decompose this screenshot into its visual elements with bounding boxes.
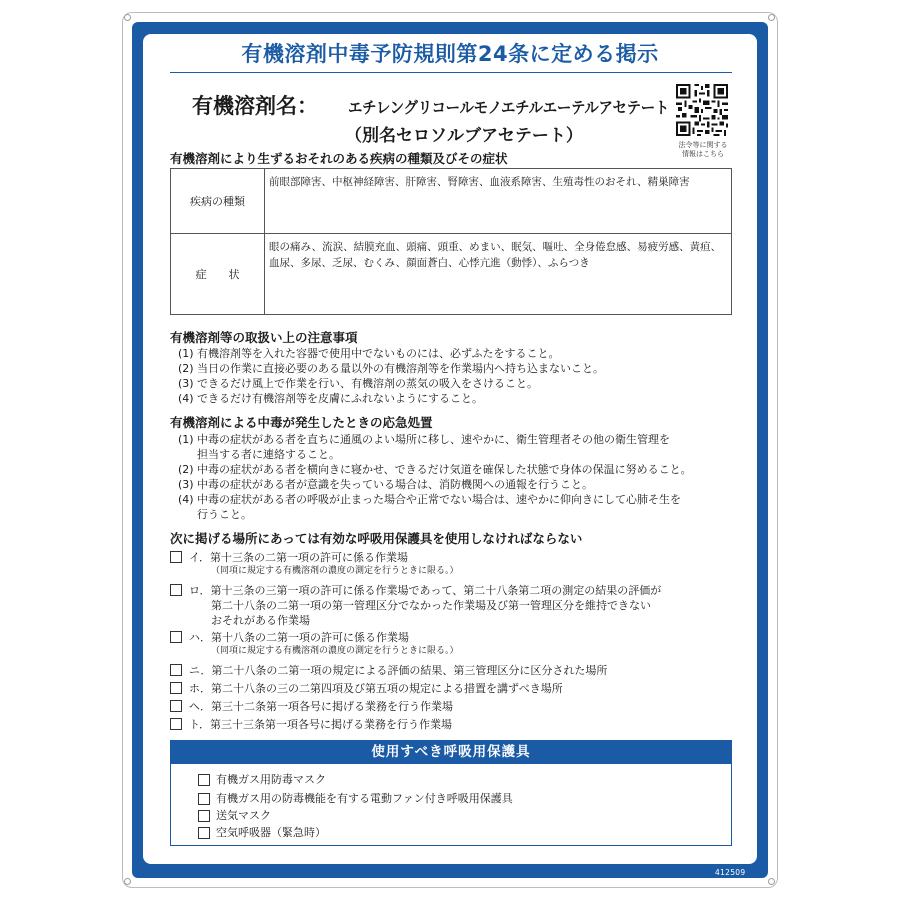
handling-list — [178, 346, 604, 406]
item-text: 中毒の症状がある者を横向きに寝かせ、できるだけ気道を確保した状態で身体の保温に努めること。 — [197, 463, 692, 476]
item-number: (3) — [178, 377, 194, 390]
ppe-heading: 使用すべき呼吸用保護具 — [170, 740, 732, 764]
page-title: 有機溶剤中毒予防規則第24条に定める掲示 — [241, 42, 659, 66]
place-item-he — [170, 699, 453, 714]
place-item-ro — [170, 583, 661, 628]
qr-code-icon[interactable] — [676, 84, 728, 136]
title-divider — [170, 72, 732, 73]
ppe-item — [198, 809, 271, 823]
solvent-name: エチレングリコールモノエチルエーテルアセテート — [348, 98, 670, 117]
product-code: 412509 — [715, 868, 746, 877]
list-item — [178, 346, 604, 361]
item-text: 当日の作業に直接必要のある量以外の有機溶剤等を作業場内へ持ち込まないこと。 — [197, 362, 604, 375]
item-text: 有機溶剤等を入れた容器で使用中でないものには、必ずふたをすること。 — [197, 347, 560, 360]
solvent-label: 有機溶剤名： — [192, 94, 318, 118]
emergency-heading: 有機溶剤による中毒が発生したときの応急処置 — [170, 415, 433, 430]
symptom-line: 眼の痛み、流涙、結膜充血、頭痛、頭重、めまい、眠気、嘔吐、全身倦怠感、易疲労感、黄疸、 — [269, 241, 722, 253]
qr-note-line: 法令等に関する — [678, 141, 728, 149]
handling-heading: 有機溶剤等の取扱い上の注意事項 — [170, 330, 358, 345]
place-item-to — [170, 717, 452, 732]
checkbox[interactable] — [170, 664, 182, 676]
list-item — [178, 462, 692, 477]
item-text: 担当する者に連絡すること。 — [197, 448, 340, 461]
item-number: (1) — [178, 433, 194, 446]
emergency-list — [178, 432, 692, 522]
solvent-alias: （別名セロソルブアセテート） — [345, 126, 583, 146]
list-item — [178, 361, 604, 376]
place-text: ロ．第十三条の三第一項の許可に係る作業場であって、第二十八条第二項の測定の結果の評価が — [189, 584, 662, 597]
list-item — [178, 391, 604, 406]
checkbox[interactable] — [170, 700, 182, 712]
list-item-continued — [178, 447, 692, 462]
place-item-ha — [170, 630, 459, 658]
item-number: (4) — [178, 392, 194, 405]
item-text: 行うこと。 — [197, 508, 252, 521]
checkbox[interactable] — [170, 584, 182, 596]
ppe-item — [198, 792, 513, 806]
table-row — [171, 169, 732, 234]
table-row — [171, 234, 732, 315]
item-text: 中毒の症状がある者の呼吸が止まった場合や正常でない場合は、速やかに仰向きにして心肺そ生を — [197, 493, 681, 506]
checkbox[interactable] — [198, 827, 210, 839]
mounting-hole — [124, 878, 131, 885]
checkbox[interactable] — [170, 631, 182, 643]
places-heading: 次に掲げる場所にあっては有効な呼吸用保護具を使用しなければならない — [170, 531, 583, 546]
list-item — [178, 376, 604, 391]
place-item-ni — [170, 663, 607, 678]
ppe-item-label: 空気呼吸器（緊急時） — [216, 826, 326, 839]
disease-kind-label: 疾病の種類 — [171, 169, 265, 234]
checkbox[interactable] — [198, 774, 210, 786]
checkbox[interactable] — [170, 682, 182, 694]
place-text: ハ．第十八条の二第一項の許可に係る作業場 — [189, 631, 409, 644]
disease-heading: 有機溶剤により生ずるおそれのある疾病の種類及びその症状 — [170, 151, 508, 166]
ppe-item-label: 有機ガス用の防毒機能を有する電動ファン付き呼吸用保護具 — [216, 792, 513, 805]
place-item-ho — [170, 681, 563, 696]
ppe-item — [198, 826, 326, 840]
symptom-label: 症 状 — [171, 234, 265, 315]
item-number: (2) — [178, 362, 194, 375]
place-text: ホ．第二十八条の三の二第四項及び第五項の規定による措置を講ずべき場所 — [189, 682, 563, 695]
place-text: 第二十八条の二第一項の第一管理区分でなかった作業場及び第一管理区分を維持できない — [211, 599, 651, 612]
mounting-hole — [768, 14, 775, 21]
place-note: （同項に規定する有機溶剤の濃度の測定を行うときに限る。） — [211, 646, 459, 656]
item-number: (3) — [178, 478, 194, 491]
item-number: (2) — [178, 463, 194, 476]
symptom-line: 血尿、多尿、乏尿、むくみ、顔面蒼白、心悸亢進（動悸）、ふらつき — [269, 257, 590, 269]
ppe-item-label: 送気マスク — [216, 809, 271, 822]
mounting-hole — [124, 14, 131, 21]
ppe-item — [198, 773, 326, 787]
place-text: ニ．第二十八条の二第一項の規定による評価の結果、第三管理区分に区分された場所 — [189, 664, 608, 677]
disease-kind-text: 前眼部障害、中枢神経障害、肝障害、腎障害、血液系障害、生殖毒性のおそれ、精巣障害 — [265, 169, 732, 234]
place-item-i — [170, 550, 459, 578]
checkbox[interactable] — [170, 551, 182, 563]
place-text: おそれがある作業場 — [211, 614, 310, 627]
qr-note — [668, 141, 738, 159]
mounting-hole — [768, 878, 775, 885]
checkbox[interactable] — [170, 718, 182, 730]
ppe-item-label: 有機ガス用防毒マスク — [216, 773, 326, 786]
symptom-text — [265, 234, 732, 315]
place-text: イ．第十三条の二第一項の許可に係る作業場 — [189, 551, 409, 564]
checkbox[interactable] — [198, 793, 210, 805]
list-item-continued — [178, 507, 692, 522]
checkbox[interactable] — [198, 810, 210, 822]
qr-note-line: 情報はこちら — [682, 150, 724, 158]
item-text: できるだけ風上で作業を行い、有機溶剤の蒸気の吸入をさけること。 — [197, 377, 538, 390]
list-item — [178, 477, 692, 492]
item-number: (1) — [178, 347, 194, 360]
item-text: 中毒の症状がある者を直ちに通風のよい場所に移し、速やかに、衛生管理者その他の衛生管理を — [197, 433, 670, 446]
list-item — [178, 432, 692, 447]
place-text: ト．第三十三条第一項各号に掲げる業務を行う作業場 — [189, 718, 453, 731]
place-text: ヘ．第三十二条第一項各号に掲げる業務を行う作業場 — [189, 700, 453, 713]
item-number: (4) — [178, 493, 194, 506]
item-text: 中毒の症状がある者が意識を失っている場合は、消防機関への通報を行うこと。 — [197, 478, 593, 491]
item-text: できるだけ有機溶剤等を皮膚にふれないようにすること。 — [197, 392, 483, 405]
place-note: （同項に規定する有機溶剤の濃度の測定を行うときに限る。） — [211, 566, 459, 576]
list-item — [178, 492, 692, 507]
disease-table — [170, 168, 732, 315]
